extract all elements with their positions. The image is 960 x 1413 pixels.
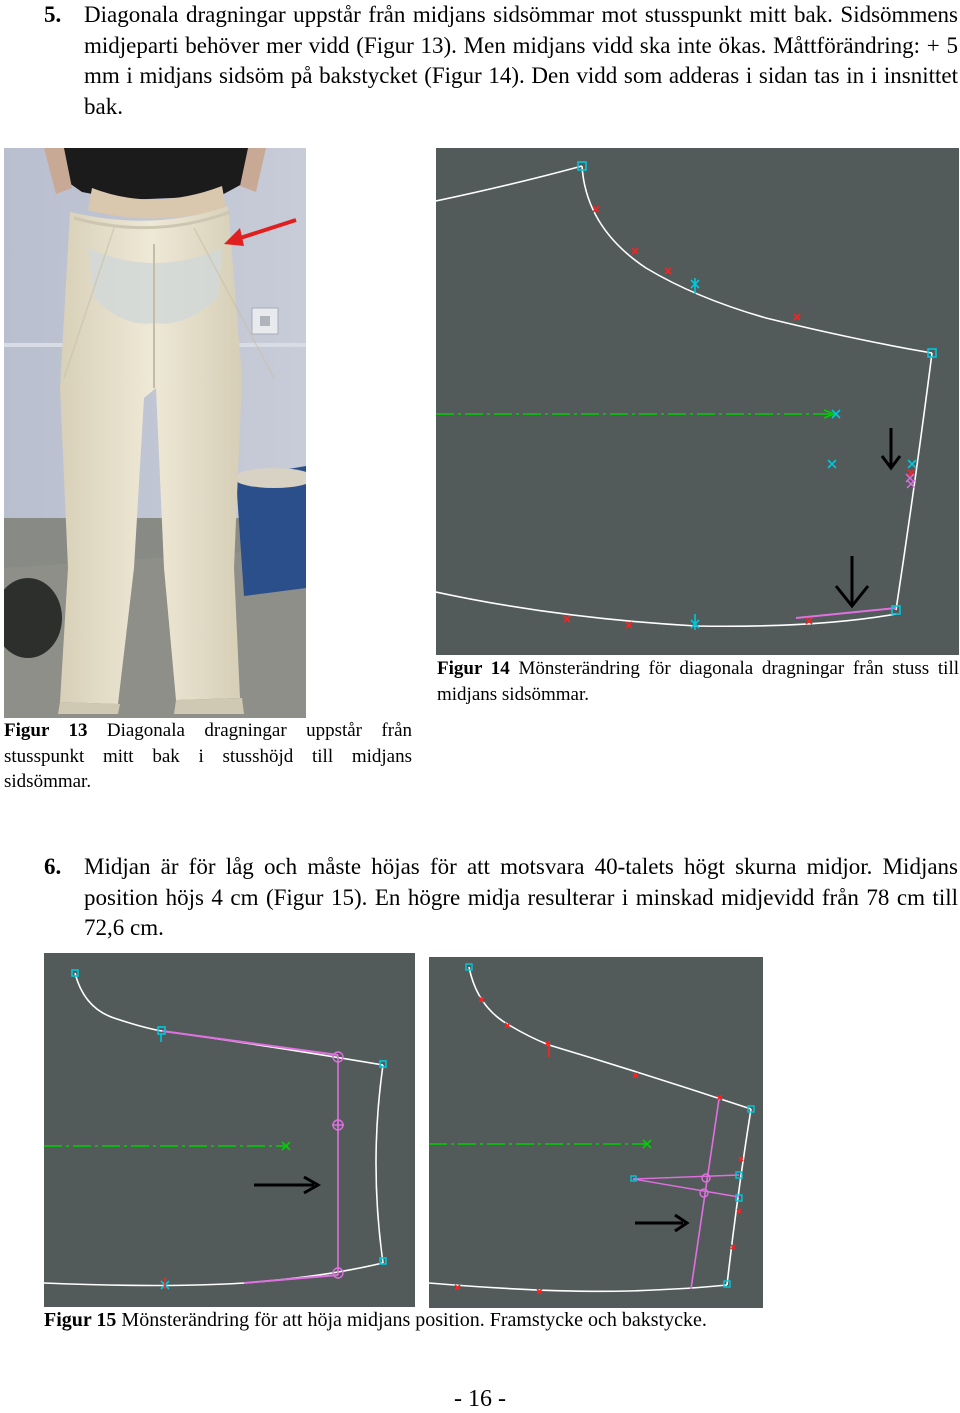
item-6 — [0, 852, 958, 944]
page-number: - 16 - — [454, 1386, 506, 1412]
figure-14-label: Figur 14 — [437, 658, 510, 679]
figure-13-label: Figur 13 — [4, 720, 88, 741]
figure-15-text: Mönsterändring för att höja midjans position. Framstycke och bakstycke. — [121, 1309, 707, 1331]
item-5 — [0, 0, 958, 122]
figure-14-text: Mönsterändring för diagonala dragningar från stuss till midjans sidsömmar. — [437, 658, 960, 705]
figure-15-back-pattern — [429, 957, 763, 1308]
item-6-text: Midjan är för låg och måste höjas för att motsvara 40-talets högt skurna midjor. Midjans position höjs 4 cm (Figur 15). En högre midja resulterar i minskad midjevidd från 78 cm till 72,6 cm. — [84, 854, 958, 940]
figure-14-pattern — [436, 148, 959, 655]
figure-13-caption — [4, 718, 412, 795]
figure-15-front-pattern — [44, 953, 415, 1307]
figure-14-caption — [437, 656, 959, 707]
figure-15-caption — [44, 1308, 944, 1334]
figure-13-text: Diagonala dragningar uppstår från stusspunkt mitt bak i stusshöjd till midjans sidsömmar. — [4, 720, 413, 792]
figure-13-photo — [4, 148, 306, 718]
item-6-number: 6. — [44, 854, 62, 879]
figure-15-label: Figur 15 — [44, 1309, 117, 1331]
item-5-number: 5. — [44, 2, 62, 27]
item-5-text: Diagonala dragningar uppstår från midjans sidsömmar mot stusspunkt mitt bak. Sidsömmens midjeparti behöver mer vidd (Figur 13). Men midjans vidd ska inte ökas. Måttförändring: + 5 mm i midjans sidsöm på bakstycket (Figur 14). Den vidd som adderas i sidan tas in i insnittet bak. — [84, 2, 958, 119]
